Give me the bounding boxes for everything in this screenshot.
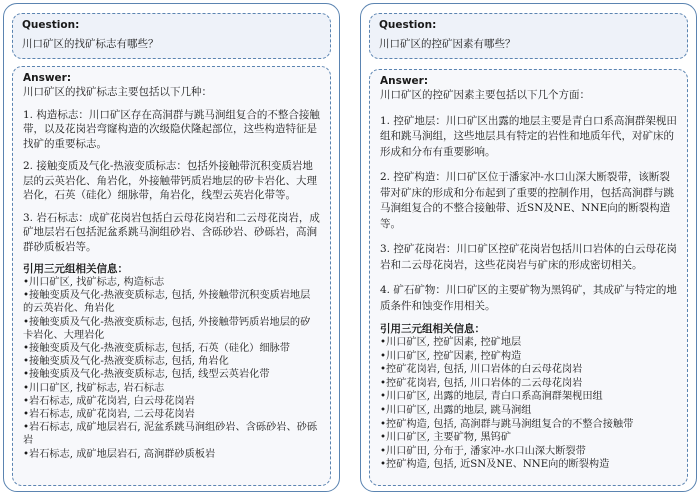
answer-point-1: 1. 构造标志：川口矿区存在高洞群与跳马涧组复合的不整合接触带，以及花岗岩弯窿构造的次级隐伏隆起部位，这些构造特征是找矿的重要标志。 bbox=[23, 108, 320, 150]
answer-box bbox=[369, 69, 688, 486]
answer-intro: 川口矿区的控矿因素主要包括以下几个方面： bbox=[380, 89, 590, 101]
reference-item: •岩石标志, 成矿花岗岩, 白云母花岗岩 bbox=[23, 395, 195, 407]
reference-item: •控矿花岗岩, 包括, 川口岩体的二云母花岗岩 bbox=[380, 377, 583, 389]
reference-item: •控矿构造, 包括, 高涧群与跳马涧组复合的不整合接触带 bbox=[380, 418, 634, 430]
reference-item: •岩石标志, 成矿花岗岩, 二云母花岗岩 bbox=[23, 409, 195, 421]
reference-item: •岩石标志, 成矿地层岩石, 泥盆系跳马涧组砂岩、含砾砂岩、砂砾岩 bbox=[23, 422, 318, 447]
reference-title: 引用三元组相关信息： bbox=[380, 323, 485, 335]
reference-item: •川口矿区, 出露的地层, 跳马涧组 bbox=[380, 404, 532, 416]
answer-point-4: 4. 矿石矿物：川口矿区的主要矿物为黑钨矿，其成矿与特定的地质条件和蚀变作用相关。 bbox=[380, 284, 677, 312]
reference-item: •接触变质及气化-热液变质标志, 包括, 外接触带沉积变质岩地层的云英岩化、角岩化 bbox=[23, 290, 311, 315]
reference-title: 引用三元组相关信息： bbox=[23, 263, 128, 275]
reference-item: •川口矿区, 出露的地层, 青白口系高涧群架枧田组 bbox=[380, 391, 603, 403]
reference-item: •接触变质及气化-热液变质标志, 包括, 石英（硅化）细脉带 bbox=[23, 343, 290, 355]
left-qa-panel bbox=[3, 3, 340, 492]
answer-intro: 川口矿区的找矿标志主要包括以下几种： bbox=[23, 86, 212, 98]
reference-item: •川口矿区, 找矿标志, 岩石标志 bbox=[23, 382, 165, 394]
answer-point-2: 2. 控矿构造：川口矿区位于潘家冲-水口山深大断裂带，该断裂带对矿床的形成和分布起到了重要的控制作用，包括高涧群与跳马涧组复合的不整合接触带、近SN及NE、NNE向的断裂构造等。 bbox=[380, 171, 674, 230]
answer-point-3: 3. 岩石标志：成矿花岗岩包括白云母花岗岩和二云母花岗岩，成矿地层岩石包括泥盆系跳马涧组砂岩、含砾砂岩、砂砾岩，高涧群砂质板岩等。 bbox=[23, 211, 320, 253]
answer-point-2: 2. 接触变质及气化-热液变质标志：包括外接触带沉积变质岩地层的云英岩化、角岩化，外接触带钙质岩地层的矽卡岩化、大理岩化，石英（硅化）细脉带，角岩化，线型云英岩化带等。 bbox=[23, 160, 317, 201]
question-box bbox=[369, 13, 688, 59]
question-label: Question: bbox=[379, 19, 437, 31]
reference-item: •川口矿区, 找矿标志, 构造标志 bbox=[23, 277, 165, 288]
question-label: Question: bbox=[22, 19, 80, 31]
reference-item: •川口矿区, 控矿因素, 控矿地层 bbox=[380, 337, 522, 348]
answer-box bbox=[12, 66, 331, 486]
reference-item: •接触变质及气化-热液变质标志, 包括, 外接触带钙质岩地层的矽卡岩化、大理岩化 bbox=[23, 316, 311, 341]
question-text: 川口矿区的找矿标志有哪些？ bbox=[22, 38, 159, 50]
reference-item: •控矿构造, 包括, 近SN及NE、NNE向的断裂构造 bbox=[380, 459, 610, 471]
question-text: 川口矿区的控矿因素有哪些？ bbox=[379, 38, 516, 50]
reference-list bbox=[23, 276, 320, 461]
reference-item: •岩石标志, 成矿地层岩石, 高涧群砂质板岩 bbox=[23, 448, 216, 460]
reference-item: •接触变质及气化-热液变质标志, 包括, 线型云英岩化带 bbox=[23, 369, 270, 381]
reference-item: •控矿花岗岩, 包括, 川口岩体的白云母花岗岩 bbox=[380, 364, 583, 376]
answer-point-1: 1. 控矿地层：川口矿区出露的地层主要是青白口系高涧群架枧田组和跳马涧组，这些地层具有特定的岩性和地质年代，对矿床的形成和分布有重要影响。 bbox=[380, 114, 677, 158]
question-box bbox=[12, 13, 331, 59]
reference-item: •川口矿田, 分布于, 潘家冲-水口山深大断裂带 bbox=[380, 445, 586, 457]
answer-label: Answer: bbox=[380, 75, 429, 87]
reference-item: •川口矿区, 主要矿物, 黑钨矿 bbox=[380, 432, 512, 444]
reference-list bbox=[380, 336, 677, 472]
reference-item: •川口矿区, 控矿因素, 控矿构造 bbox=[380, 350, 522, 362]
answer-point-3: 3. 控矿花岗岩：川口矿区控矿花岗岩包括川口岩体的白云母花岗岩和二云母花岗岩，这些花岗岩与矿床的形成密切相关。 bbox=[380, 243, 677, 271]
answer-label: Answer: bbox=[23, 72, 72, 84]
right-qa-panel bbox=[360, 3, 697, 492]
reference-item: •接触变质及气化-热液变质标志, 包括, 角岩化 bbox=[23, 356, 229, 368]
